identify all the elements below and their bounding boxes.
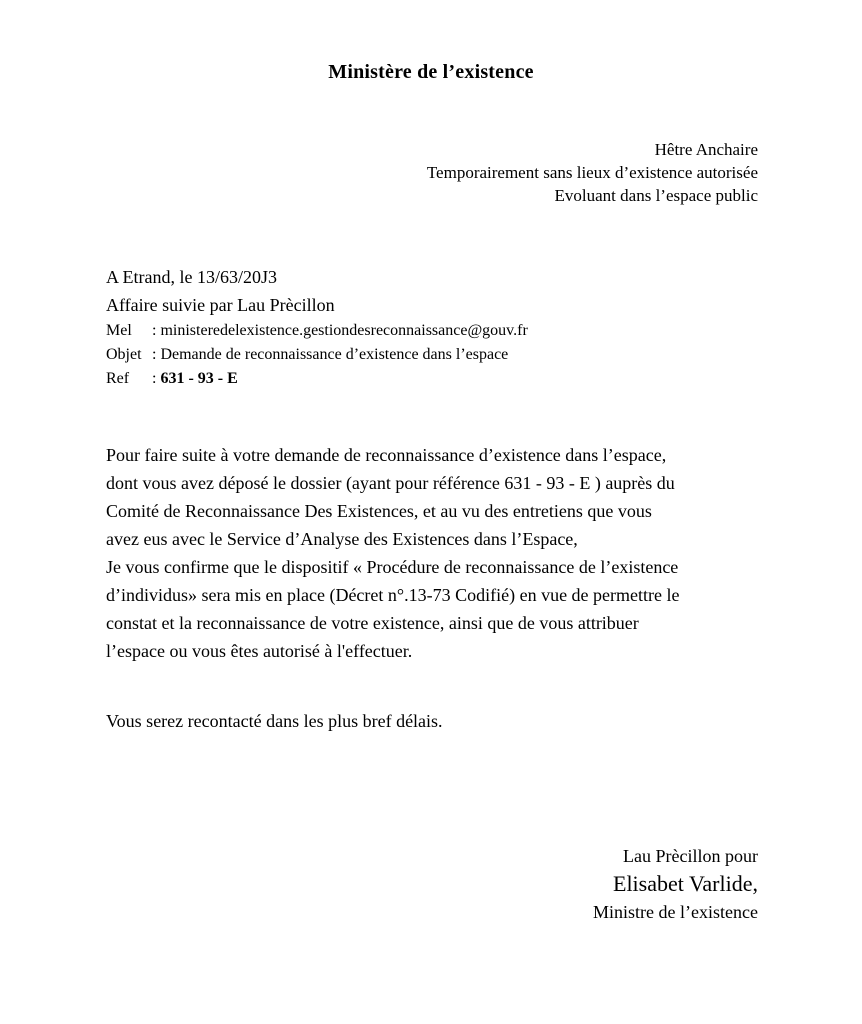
body-line: Comité de Reconnaissance Des Existences, et au vu des entretiens que vous [106, 501, 652, 521]
body-line: Je vous confirme que le dispositif « Procédure de reconnaissance de l’existence [106, 557, 679, 577]
meta-row-objet [106, 343, 758, 367]
closing-line: Vous serez recontacté dans les plus bref délais. [106, 711, 443, 731]
letter-title: Ministère de l’existence [328, 61, 534, 83]
meta-separator: : [152, 346, 161, 363]
body-line: constat et la reconnaissance de votre existence, ainsi que de vous attribuer [106, 613, 639, 633]
body-line: l’espace ou vous êtes autorisé à l'effectuer. [106, 641, 413, 661]
recipient-address-line: Evoluant dans l’espace public [554, 186, 758, 205]
meta-separator: : [152, 322, 161, 339]
date-line: A Etrand, le 13/63/20J3 [106, 267, 277, 287]
signature-block [106, 843, 758, 925]
signature-signer: Lau Prècillon pour [623, 846, 758, 866]
meta-value-reference: 631 - 93 - E [160, 370, 238, 387]
meta-row-mel [106, 319, 758, 343]
meta-label-ref: Ref [106, 370, 130, 387]
signature-name: Elisabet Varlide, [613, 871, 758, 896]
recipient-address-line: Temporairement sans lieux d’existence autorisée [426, 163, 758, 182]
body-line: d’individus» sera mis en place (Décret n°.13-73 Codifié) en vue de permettre le [106, 585, 680, 605]
case-handler-line: Affaire suivie par Lau Prècillon [106, 295, 335, 315]
meta-value-email: ministeredelexistence.gestiondesreconnaissance@gouv.fr [160, 322, 528, 339]
meta-block [106, 263, 758, 391]
meta-label-objet: Objet [106, 346, 142, 363]
recipient-name: Hêtre Anchaire [654, 140, 758, 159]
signature-role: Ministre de l’existence [593, 902, 758, 922]
body-line: Pour faire suite à votre demande de reconnaissance d’existence dans l’espace, [106, 445, 667, 465]
body-line: dont vous avez déposé le dossier (ayant pour référence 631 - 93 - E ) auprès du [106, 473, 675, 493]
recipient-block [106, 138, 758, 207]
meta-label-mel: Mel [106, 322, 132, 339]
meta-row-ref [106, 367, 758, 391]
body-line: avez eus avec le Service d’Analyse des Existences dans l’Espace, [106, 529, 578, 549]
letter-body [106, 441, 782, 665]
meta-value-subject: Demande de reconnaissance d’existence dans l’espace [160, 346, 509, 363]
meta-separator: : [152, 370, 161, 387]
